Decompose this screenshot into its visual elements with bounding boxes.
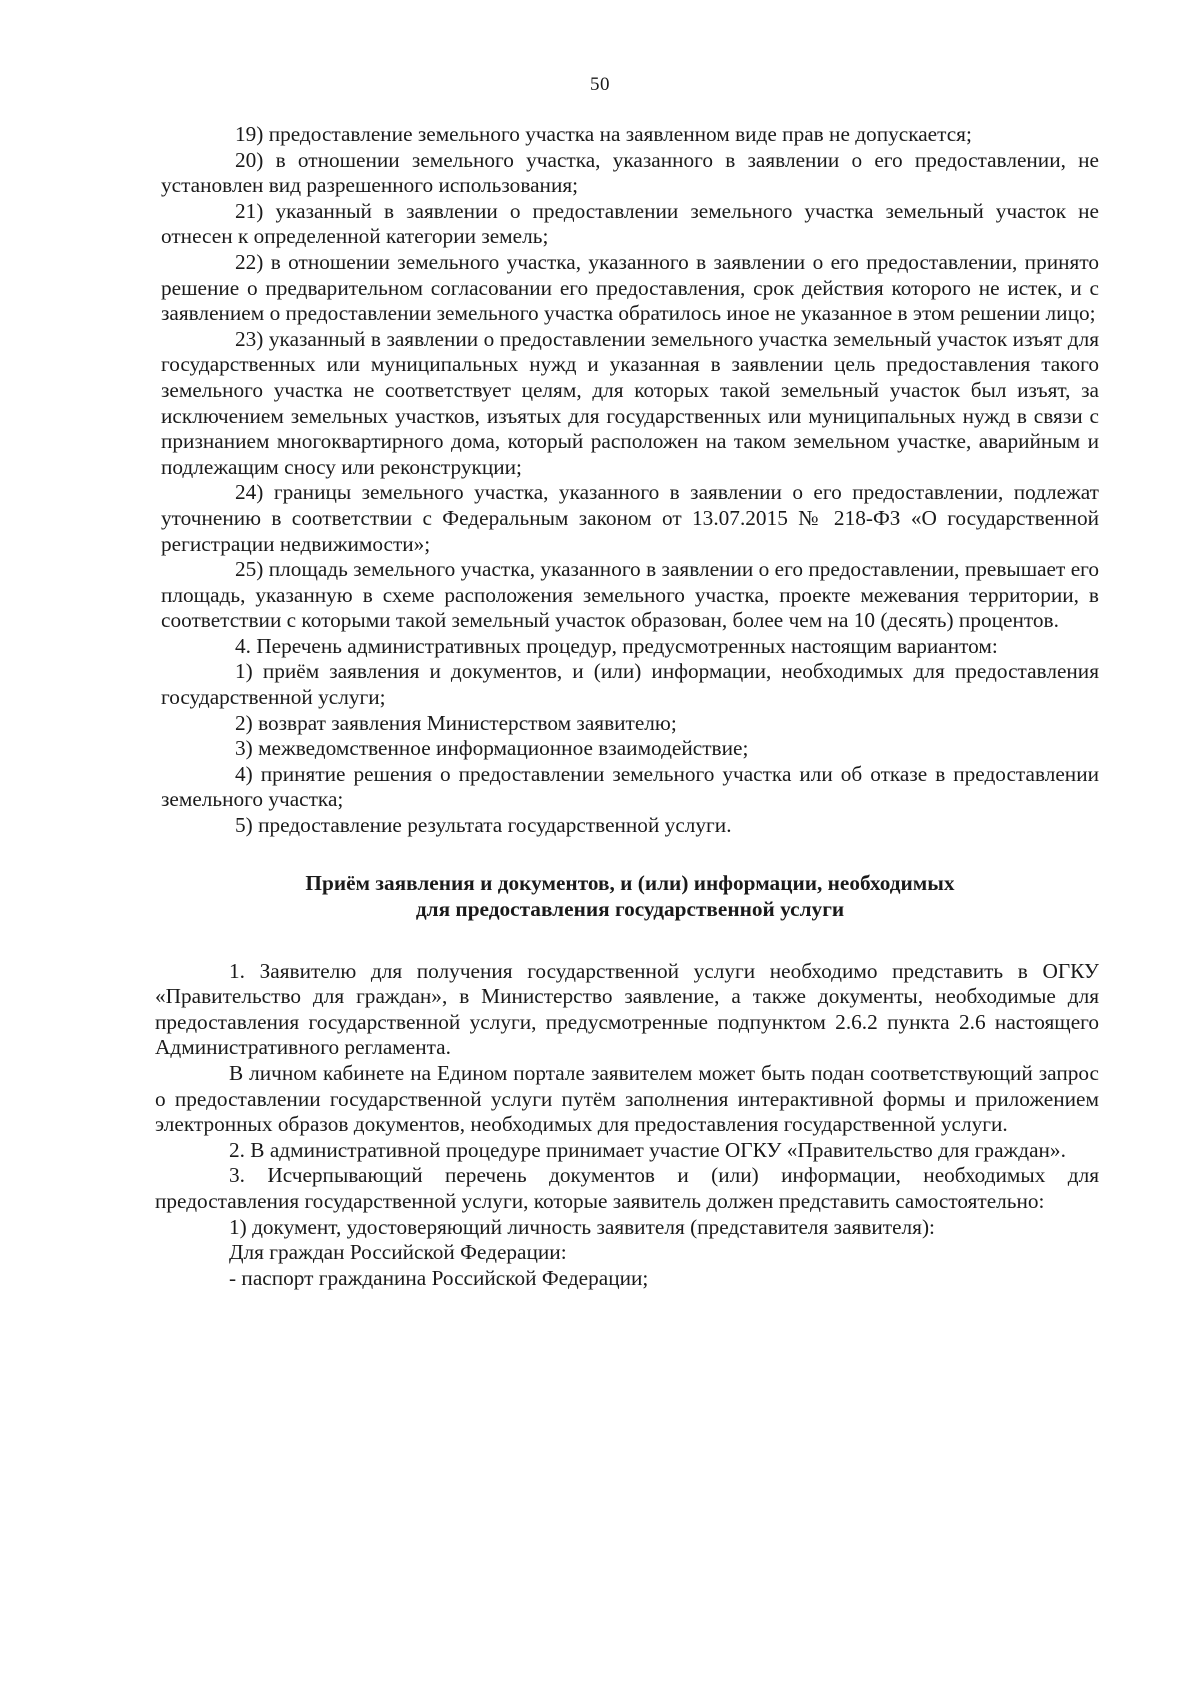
section-heading-line-1: Приём заявления и документов, и (или) информации, необходимых — [305, 870, 955, 895]
procedure-item-1: 1) приём заявления и документов, и (или) информации, необходимых для предоставления государственной услуги; — [161, 659, 1099, 710]
paragraph-point-2: 2. В административной процедуре принимает участие ОГКУ «Правительство для граждан». — [229, 1137, 1066, 1162]
section-heading-line-2: для предоставления государственной услуги — [415, 896, 845, 921]
document-list-item-1: 1) документ, удостоверяющий личность заявителя (представителя заявителя): — [229, 1214, 935, 1239]
section-body — [155, 959, 1099, 1292]
paragraph-item-21: 21) указанный в заявлении о предоставлении земельного участка земельный участок не отнесен к определенной категории земель; — [161, 198, 1099, 249]
procedure-item-3: 3) межведомственное информационное взаимодействие; — [235, 736, 749, 761]
section-heading — [161, 870, 1099, 922]
paragraph-personal-cabinet: В личном кабинете на Едином портале заявителем может быть подан соответствующий запрос о предоставлении государственной услуги путём заполнения интерактивной формы и приложением электронных образов документов, необходимых для предоставления государственной услуги. — [155, 1061, 1099, 1137]
paragraph-item-20: 20) в отношении земельного участка, указанного в заявлении о его предоставлении, не установлен вид разрешенного использования; — [161, 147, 1099, 198]
citizens-rf-label: Для граждан Российской Федерации: — [229, 1240, 567, 1265]
paragraph-point-1: 1. Заявителю для получения государственной услуги необходимо представить в ОГКУ «Правительство для граждан», в Министерство заявление, а также документы, необходимые для предоставления государственной услуги, предусмотренные подпунктом 2.6.2 пункта 2.6 настоящего Административного регламента. — [155, 958, 1099, 1060]
paragraph-item-23: 23) указанный в заявлении о предоставлении земельного участка земельный участок изъят для государственных или муниципальных нужд и указанная в заявлении цель предоставления такого земельного участка не соответствует целям, для которых такой земельный участок был изъят, за исключением земельных участков, изъятых для государственных или муниципальных нужд в связи с признанием многоквартирного дома, который расположен на таком земельном участке, аварийным и подлежащим сносу или реконструкции; — [161, 326, 1099, 479]
procedure-item-5: 5) предоставление результата государственной услуги. — [235, 813, 732, 838]
procedure-item-4: 4) принятие решения о предоставлении земельного участка или об отказе в предоставлении земельного участка; — [161, 761, 1099, 812]
paragraph-section-4: 4. Перечень административных процедур, предусмотренных настоящим вариантом: — [235, 633, 998, 658]
paragraph-point-3: 3. Исчерпывающий перечень документов и (или) информации, необходимых для предоставления государственной услуги, которые заявитель должен представить самостоятельно: — [155, 1163, 1099, 1213]
paragraph-item-25: 25) площадь земельного участка, указанного в заявлении о его предоставлении, превышает его площадь, указанную в схеме расположения земельного участка, проекте межевания территории, в соответствии с которыми такой земельный участок образован, более чем на 10 (десять) процентов. — [161, 557, 1099, 633]
page-number: 50 — [590, 74, 610, 95]
paragraph-item-22: 22) в отношении земельного участка, указанного в заявлении о его предоставлении, принято решение о предварительном согласовании его предоставления, срок действия которого не истек, и с заявлением о предоставлении земельного участка обратилось иное не указанное в этом решении лицо; — [161, 249, 1099, 326]
procedure-item-2: 2) возврат заявления Министерством заявителю; — [235, 710, 677, 735]
document-body — [155, 122, 1099, 1291]
paragraph-item-24: 24) границы земельного участка, указанного в заявлении о его предоставлении, подлежат уточнению в соответствии с Федеральным законом от 13.07.2015 № 218-ФЗ «О государственной регистрации недвижимости»; — [161, 480, 1099, 556]
passport-list-item: - паспорт гражданина Российской Федерации; — [229, 1265, 649, 1290]
paragraph-item-19: 19) предоставление земельного участка на заявленном виде прав не допускается; — [235, 122, 972, 146]
